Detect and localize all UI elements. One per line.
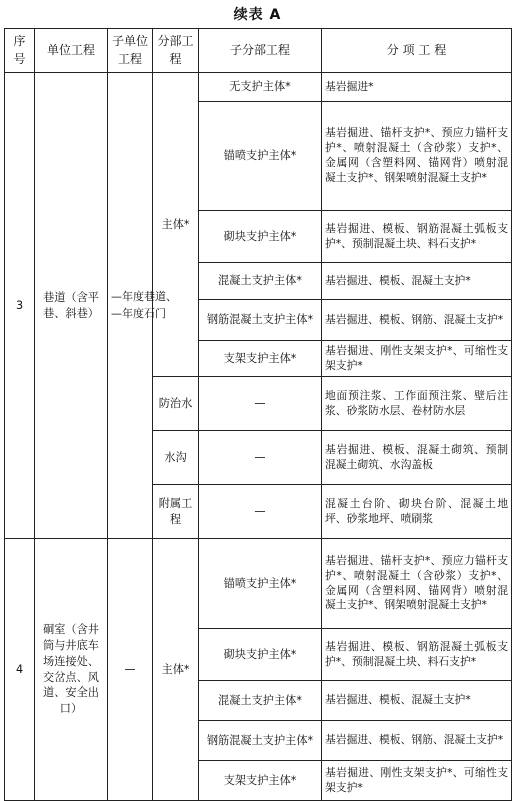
division-project: 主体*: [153, 73, 199, 377]
subdivision-project: 锚喷支护主体*: [199, 539, 322, 629]
unit-project: 硐室（含井筒与井底车场连接处、交岔点、风道、安全出口）: [35, 539, 108, 801]
table-title: 续表 A: [233, 7, 282, 23]
subdivision-project: 钢筋混凝土支护主体*: [199, 300, 322, 341]
row-number: 4: [5, 539, 35, 801]
item-project: 基岩掘进、模板、钢筋、混凝土支护*: [322, 721, 512, 761]
item-project: 基岩掘进、刚性支架支护*、可缩性支架支护*: [322, 341, 512, 377]
header-division: 分部工程: [153, 29, 199, 73]
item-project: 基岩掘进、模板、钢筋混凝土弧板支护*、预制混凝土块、料石支护*: [322, 629, 512, 681]
item-project: 基岩掘进、锚杆支护*、预应力锚杆支护*、喷射混凝土（含砂浆）支护*、金属网（含塑料网、锚网背）喷射混凝土支护*、钢架喷射混凝土支护*: [322, 102, 512, 211]
item-project: 混凝土台阶、砌块台阶、混凝土地坪、砂浆地坪、喷刷浆: [322, 485, 512, 539]
header-no: 序号: [5, 29, 35, 73]
item-project: 基岩掘进、模板、钢筋、混凝土支护*: [322, 300, 512, 341]
unit-project: 巷道（含平巷、斜巷）: [35, 73, 108, 539]
subdivision-project: 混凝土支护主体*: [199, 263, 322, 300]
item-project: 基岩掘进、模板、混凝土砌筑、预制混凝土砌筑、水沟盖板: [322, 431, 512, 485]
item-project: 基岩掘进、模板、钢筋混凝土弧板支护*、预制混凝土块、料石支护*: [322, 211, 512, 263]
project-division-table: [4, 28, 512, 801]
item-project: 基岩掘进、刚性支架支护*、可缩性支架支护*: [322, 761, 512, 801]
item-project: 基岩掘进、模板、混凝土支护*: [322, 681, 512, 721]
division-project: 水沟: [153, 431, 199, 485]
subunit-project: —: [108, 539, 153, 801]
item-project: 地面预注浆、工作面预注浆、壁后注浆、砂浆防水层、卷材防水层: [322, 377, 512, 431]
table-row: [5, 73, 512, 102]
subdivision-project: —: [199, 377, 322, 431]
item-project: 基岩掘进、锚杆支护*、预应力锚杆支护*、喷射混凝土（含砂浆）支护*、金属网（含塑料网、锚网背）喷射混凝土支护*、钢架喷射混凝土支护*: [322, 539, 512, 629]
subdivision-project: 混凝土支护主体*: [199, 681, 322, 721]
subdivision-project: 无支护主体*: [199, 73, 322, 102]
item-project: 基岩掘进*: [322, 73, 512, 102]
division-project: 防治水: [153, 377, 199, 431]
header-item: 分 项 工 程: [322, 29, 512, 73]
header-subdivision: 子分部工程: [199, 29, 322, 73]
item-project: 基岩掘进、模板、混凝土支护*: [322, 263, 512, 300]
subdivision-project: 支架支护主体*: [199, 761, 322, 801]
header-row: [5, 29, 512, 73]
subdivision-project: 砌块支护主体*: [199, 629, 322, 681]
header-subunit: 子单位工程: [108, 29, 153, 73]
subdivision-project: —: [199, 431, 322, 485]
subdivision-project: —: [199, 485, 322, 539]
row-number: 3: [5, 73, 35, 539]
division-project: 附属工程: [153, 485, 199, 539]
header-unit: 单位工程: [35, 29, 108, 73]
subdivision-project: 砌块支护主体*: [199, 211, 322, 263]
subdivision-project: 钢筋混凝土支护主体*: [199, 721, 322, 761]
table-row: [5, 539, 512, 629]
subdivision-project: 支架支护主体*: [199, 341, 322, 377]
subdivision-project: 锚喷支护主体*: [199, 102, 322, 211]
division-project: 主体*: [153, 539, 199, 801]
subunit-line: —年度巷道、: [111, 290, 177, 303]
subunit-line: —年度石门: [111, 306, 166, 320]
